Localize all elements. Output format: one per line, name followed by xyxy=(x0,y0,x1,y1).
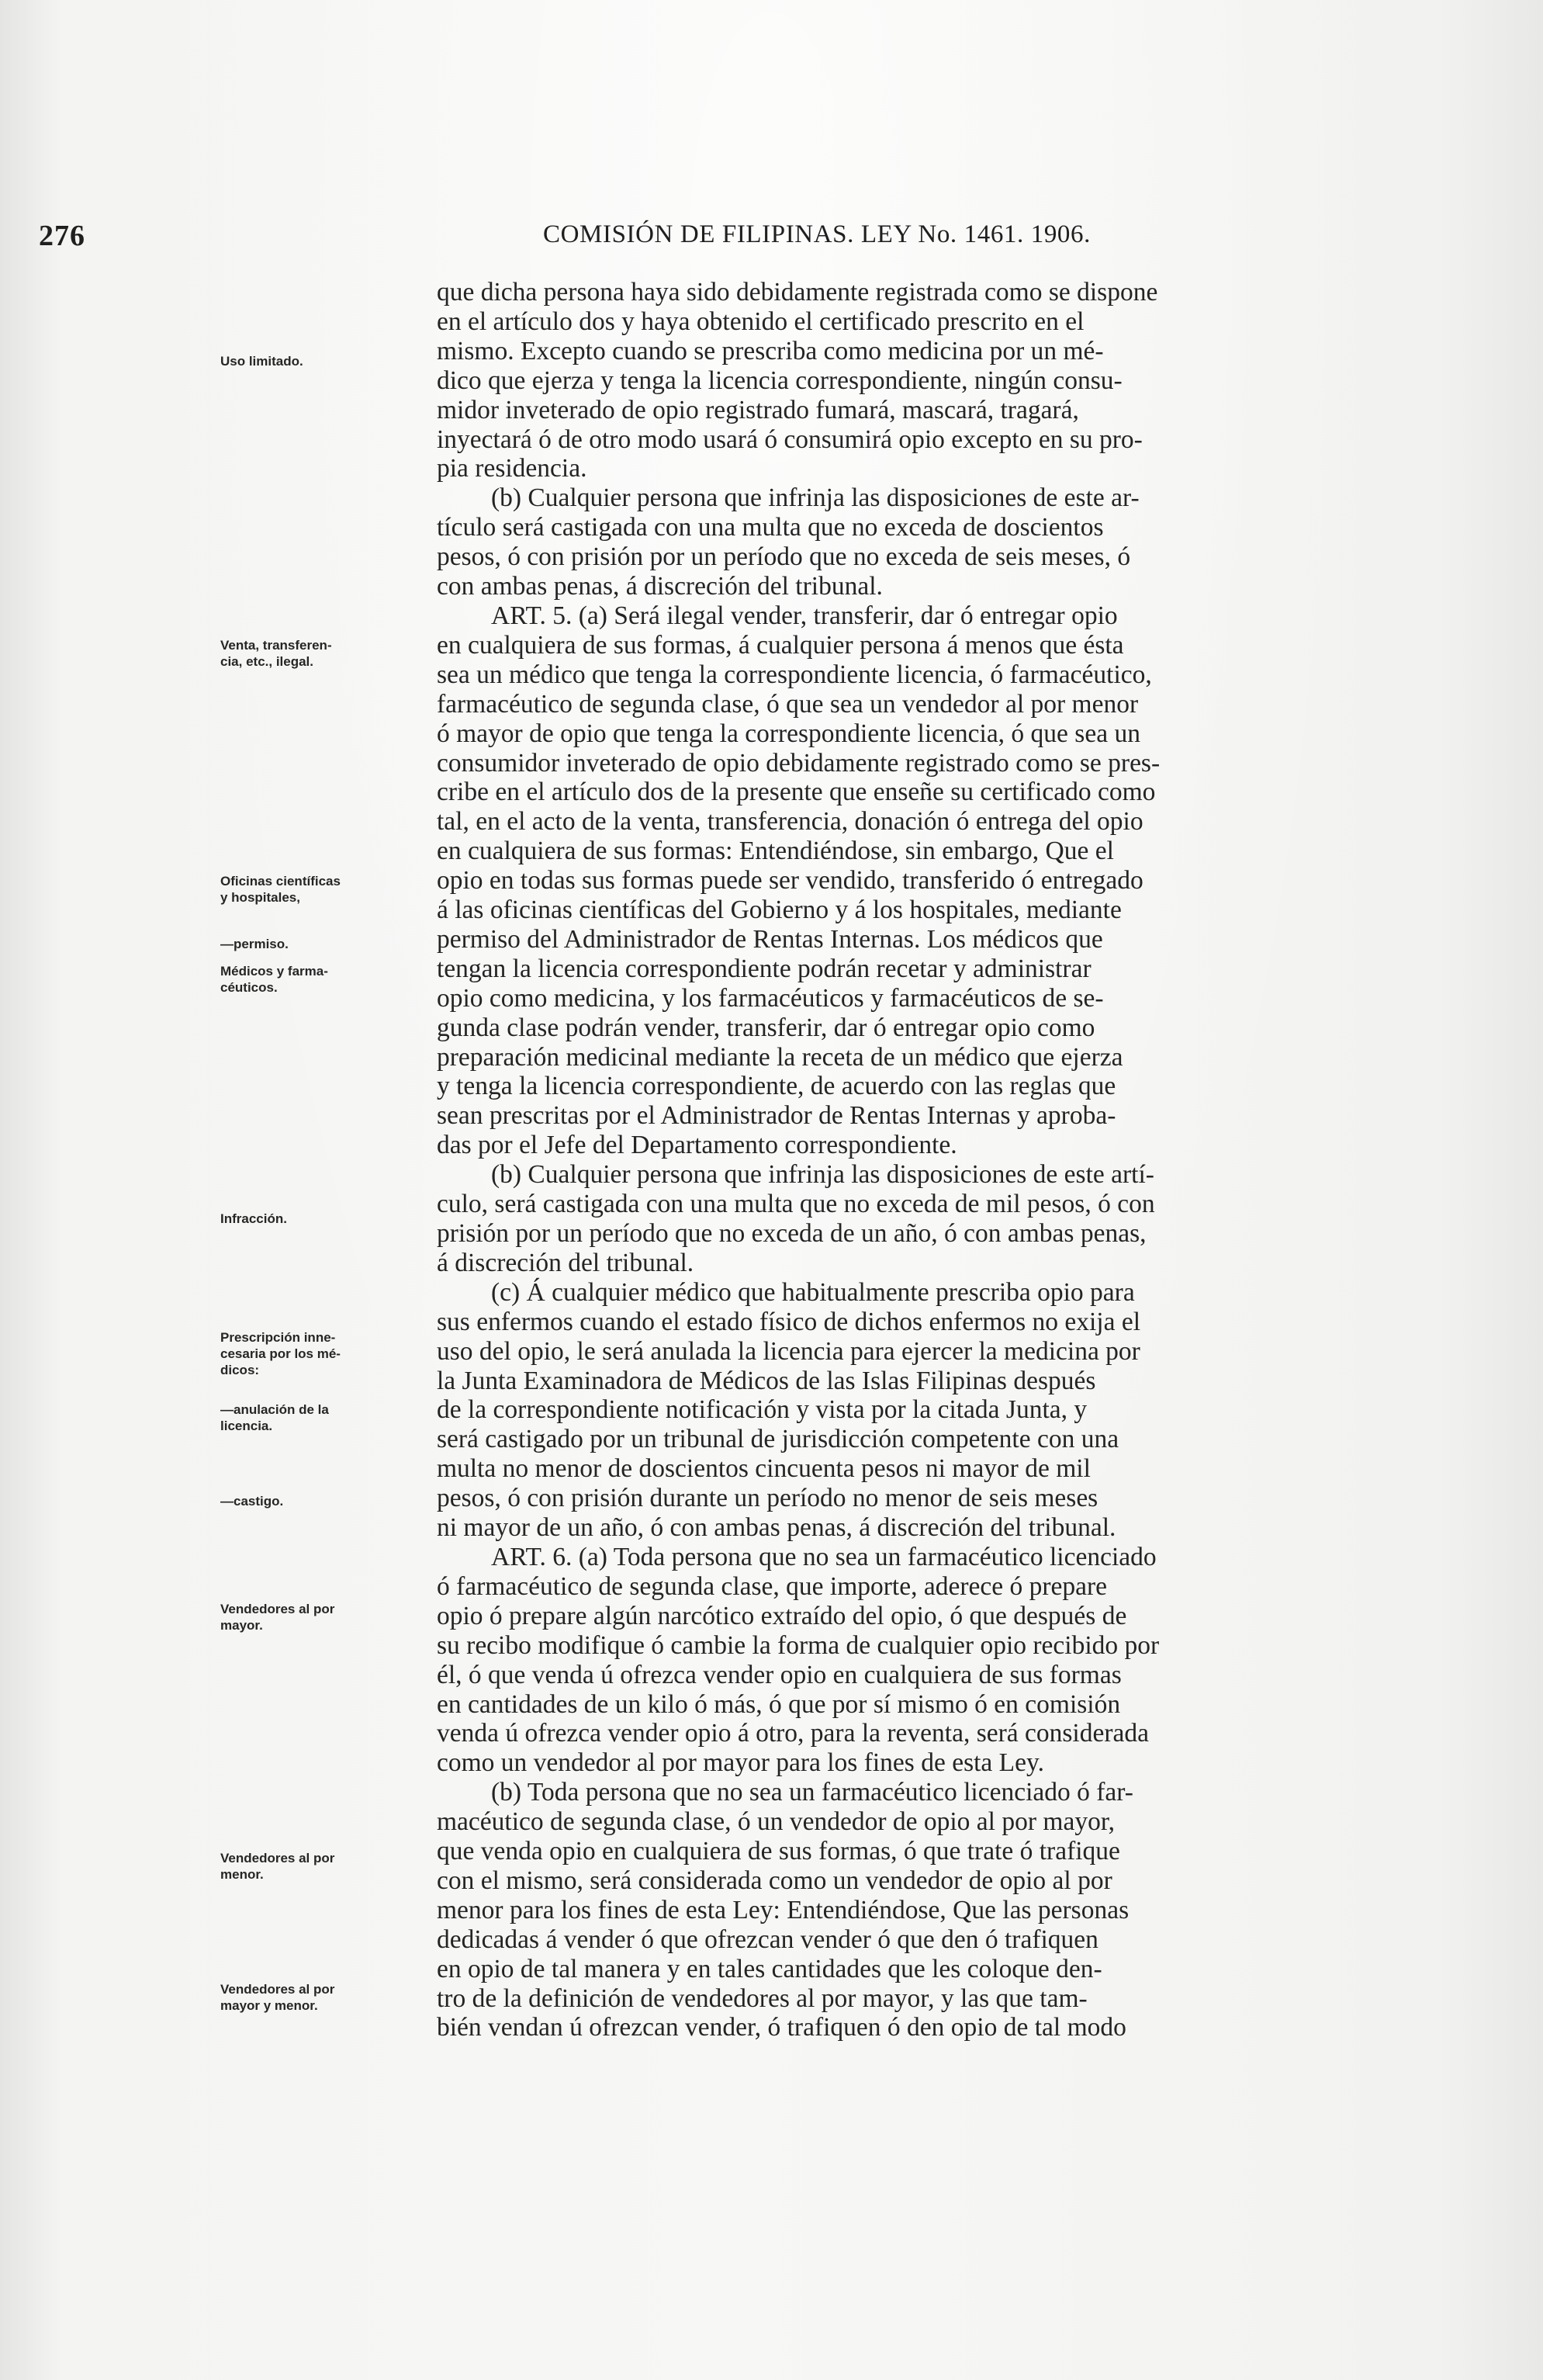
body-line: menor para los fines de esta Ley: Entendiéndose, Que las personas xyxy=(437,1895,1130,1924)
side-note-oficinas-cientificas: Oficinas científicas y hospitales, xyxy=(220,874,341,905)
body-line: macéutico de segunda clase, ó un vendedor de opio al por mayor, xyxy=(437,1807,1116,1837)
body-line: tengan la licencia correspondiente podrán recetar y administrar xyxy=(437,954,1092,983)
body-line: y tenga la licencia correspondiente, de acuerdo con las reglas que xyxy=(437,1072,1116,1101)
side-note-vendedores-menor: Vendedores al por menor. xyxy=(220,1851,335,1882)
body-line: multa no menor de doscientos cincuenta pesos ni mayor de mil xyxy=(437,1454,1091,1484)
body-line: pesos, ó con prisión durante un período no menor de seis meses xyxy=(437,1484,1098,1513)
body-line: en el artículo dos y haya obtenido el certificado prescrito en el xyxy=(437,307,1085,336)
body-line: de la correspondiente notificación y vista por la citada Junta, y xyxy=(437,1395,1088,1425)
side-note-uso-limitado: Uso limitado. xyxy=(220,354,303,369)
body-line: dico que ejerza y tenga la licencia correspondiente, ningún consu- xyxy=(437,365,1123,395)
body-line: preparación medicinal mediante la receta de un médico que ejerza xyxy=(437,1042,1123,1072)
body-line: en cantidades de un kilo ó más, ó que por sí mismo ó en comisión xyxy=(437,1689,1121,1719)
body-line: á discreción del tribunal. xyxy=(437,1248,694,1277)
side-note-vendedores-mayor-menor: Vendedores al por mayor y menor. xyxy=(220,1982,335,2013)
side-note-anulacion-licencia: —anulación de la licencia. xyxy=(220,1402,329,1433)
body-line-text: (b) Toda persona que no sea un farmacéutico licenciado ó far- xyxy=(491,1778,1133,1807)
body-line: permiso del Administrador de Rentas Internas. Los médicos que xyxy=(437,924,1103,954)
body-line: tro de la definición de vendedores al por mayor, y las que tam- xyxy=(437,1983,1088,2013)
body-line-text: ART. 5. (a) Será ilegal vender, transferir, dar ó entregar opio xyxy=(491,601,1118,630)
body-line xyxy=(437,483,1354,513)
body-line: pia residencia. xyxy=(437,454,587,483)
body-line: opio ó prepare algún narcótico extraído del opio, ó que después de xyxy=(437,1601,1127,1630)
body-line: ni mayor de un año, ó con ambas penas, á discreción del tribunal. xyxy=(437,1513,1116,1543)
body-line: con el mismo, será considerada como un vendedor de opio al por xyxy=(437,1866,1112,1895)
side-note-permiso: —permiso. xyxy=(220,937,289,951)
body-line: tal, en el acto de la venta, transferencia, donación ó entrega del opio xyxy=(437,807,1143,837)
body-line: culo, será castigada con una multa que no exceda de mil pesos, ó con xyxy=(437,1190,1155,1219)
body-line xyxy=(437,601,1354,631)
body-line: midor inveterado de opio registrado fumará, mascará, tragará, xyxy=(437,395,1079,424)
body-line: que dicha persona haya sido debidamente registrada como se dispone xyxy=(437,278,1158,307)
body-line: gunda clase podrán vender, transferir, dar ó entregar opio como xyxy=(437,1013,1095,1042)
body-line: será castigado por un tribunal de jurisdicción competente con una xyxy=(437,1425,1119,1454)
running-title: COMISIÓN DE FILIPINAS. LEY No. 1461. 1906. xyxy=(543,220,1091,248)
body-line: tículo será castigada con una multa que no exceda de doscientos xyxy=(437,513,1104,542)
body-line: la Junta Examinadora de Médicos de las Islas Filipinas después xyxy=(437,1366,1096,1395)
body-line xyxy=(437,1278,1354,1308)
body-line: que venda opio en cualquiera de sus formas, ó que trate ó trafique xyxy=(437,1837,1120,1866)
side-note-prescripcion: Prescripción inne- cesaria por los mé- dicos: xyxy=(220,1330,341,1377)
body-line: sean prescritas por el Administrador de Rentas Internas y aproba- xyxy=(437,1101,1116,1131)
side-note-venta-ilegal: Venta, transferen- cia, etc., ilegal. xyxy=(220,638,332,669)
body-line: en cualquiera de sus formas: Entendiéndose, sin embargo, Que el xyxy=(437,837,1114,866)
body-line: en opio de tal manera y en tales cantidades que les coloque den- xyxy=(437,1954,1102,1983)
body-line: cribe en el artículo dos de la presente que enseñe su certificado como xyxy=(437,778,1156,807)
side-note-vendedores-mayor: Vendedores al por mayor. xyxy=(220,1602,335,1633)
body-line: consumidor inveterado de opio debidamente registrado como se pres- xyxy=(437,748,1161,778)
body-line: sus enfermos cuando el estado físico de dichos enfermos no exija el xyxy=(437,1307,1141,1336)
body-line: á las oficinas científicas del Gobierno y á los hospitales, mediante xyxy=(437,896,1122,925)
body-line: ó mayor de opio que tenga la correspondiente licencia, ó que sea un xyxy=(437,719,1140,748)
body-line: con ambas penas, á discreción del tribunal. xyxy=(437,572,883,601)
body-line: inyectará ó de otro modo usará ó consumirá opio excepto en su pro- xyxy=(437,424,1143,454)
side-note-castigo: —castigo. xyxy=(220,1494,284,1509)
body-line: sea un médico que tenga la correspondiente licencia, ó farmacéutico, xyxy=(437,660,1152,689)
side-note-medicos-farmaceuticos: Médicos y farma- céuticos. xyxy=(220,964,328,995)
body-line xyxy=(437,1543,1354,1572)
body-line-text: ART. 6. (a) Toda persona que no sea un farmacéutico licenciado xyxy=(491,1542,1157,1571)
body-line-text: (b) Cualquier persona que infrinja las disposiciones de este ar- xyxy=(491,483,1140,513)
body-line-text: (b) Cualquier persona que infrinja las disposiciones de este artí- xyxy=(491,1160,1154,1190)
body-line: venda ú ofrezca vender opio á otro, para la reventa, será considerada xyxy=(437,1719,1149,1748)
body-text xyxy=(437,278,1354,2042)
body-line: ó farmacéutico de segunda clase, que importe, aderece ó prepare xyxy=(437,1571,1108,1601)
body-line: farmacéutico de segunda clase, ó que sea un vendedor al por menor xyxy=(437,689,1139,719)
body-line: opio en todas sus formas puede ser vendido, transferido ó entregado xyxy=(437,866,1143,896)
body-line-text: (c) Á cualquier médico que habitualmente prescriba opio para xyxy=(491,1277,1135,1307)
body-line: das por el Jefe del Departamento correspondiente. xyxy=(437,1131,957,1160)
body-line: mismo. Excepto cuando se prescriba como medicina por un mé- xyxy=(437,336,1104,365)
body-line: bién vendan ú ofrezcan vender, ó trafiquen ó den opio de tal modo xyxy=(437,2013,1126,2042)
page-number: 276 xyxy=(39,220,85,252)
body-line: uso del opio, le será anulada la licencia para ejercer la medicina por xyxy=(437,1336,1140,1366)
body-line xyxy=(437,1160,1354,1190)
body-line: su recibo modifique ó cambie la forma de cualquier opio recibido por xyxy=(437,1630,1160,1660)
body-line: pesos, ó con prisión por un período que no exceda de seis meses, ó xyxy=(437,542,1131,572)
body-line: dedicadas á vender ó que ofrezcan vender ó que den ó trafiquen xyxy=(437,1924,1098,1954)
body-line: como un vendedor al por mayor para los fines de esta Ley. xyxy=(437,1748,1044,1778)
body-line: prisión por un período que no exceda de un año, ó con ambas penas, xyxy=(437,1219,1147,1248)
body-line: él, ó que venda ú ofrezca vender opio en cualquiera de sus formas xyxy=(437,1660,1122,1689)
side-note-infraccion: Infracción. xyxy=(220,1211,287,1226)
body-line: opio como medicina, y los farmacéuticos y farmacéuticos de se- xyxy=(437,983,1104,1013)
body-line xyxy=(437,1778,1354,1807)
body-line: en cualquiera de sus formas, á cualquier persona á menos que ésta xyxy=(437,630,1124,660)
